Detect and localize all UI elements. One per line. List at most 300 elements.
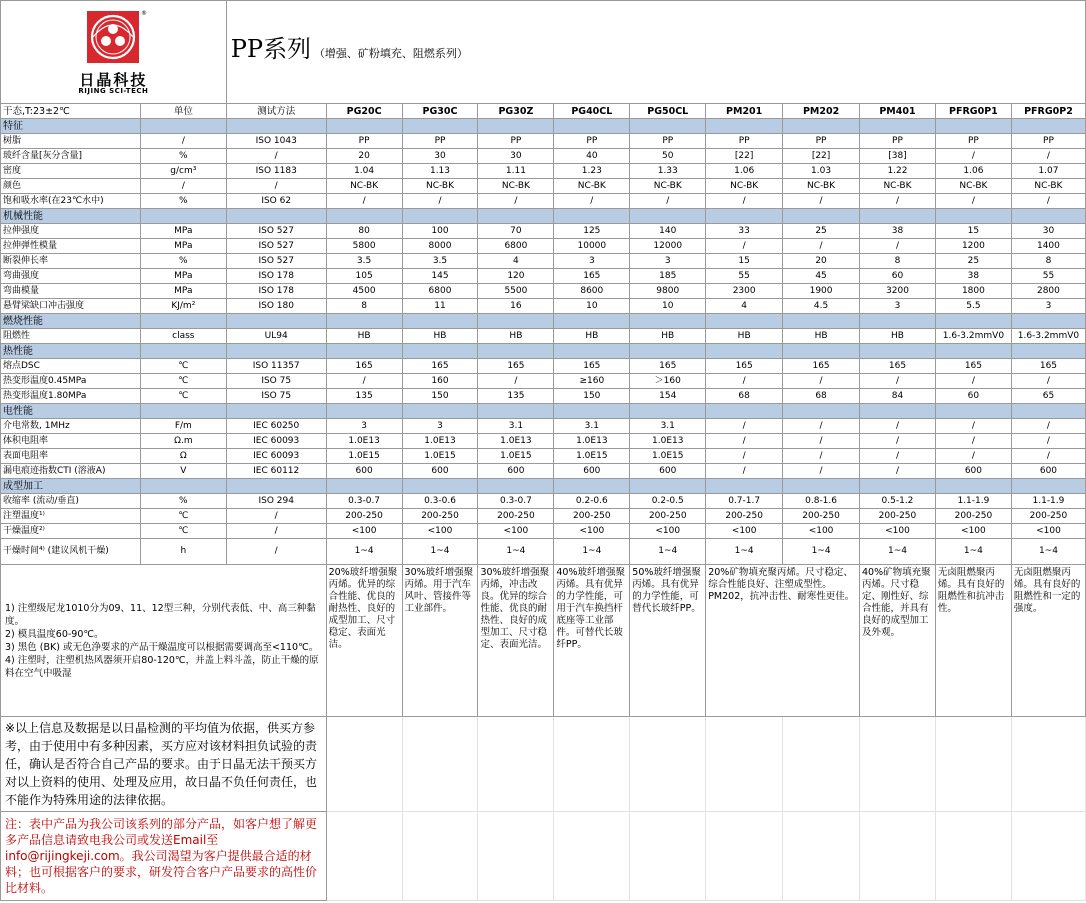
table-row [1, 539, 1086, 565]
cell-value: 200-250 [554, 509, 630, 524]
section-fill [860, 404, 936, 419]
section-fill [783, 314, 860, 329]
cell-value: ＞160 [630, 374, 706, 389]
cell-value: 1.0E13 [402, 434, 478, 449]
empty-cell [326, 812, 402, 901]
section-fill [402, 119, 478, 134]
property-name: 介电常数, 1MHz [1, 419, 141, 434]
table-row [1, 284, 1086, 299]
cell-value: 200-250 [1011, 509, 1085, 524]
cell-value: 84 [860, 389, 936, 404]
cell-value: 70 [478, 224, 554, 239]
grade-description: 无卤阻燃聚丙烯。具有良好的阻燃性和抗冲击性。 [935, 565, 1011, 717]
section-fill [935, 404, 1011, 419]
section-fill [706, 119, 783, 134]
property-name: 拉伸弹性模量 [1, 239, 141, 254]
cell-value: 200-250 [630, 509, 706, 524]
grade-description: 50%玻纤增强聚丙烯。具有优异的力学性能，可替代长玻纤PP。 [630, 565, 706, 717]
footnote: 2) 模具温度60-90℃。 [5, 628, 104, 640]
cell-value: / [706, 239, 783, 254]
empty-cell [554, 717, 630, 812]
method-value: ISO 62 [226, 194, 326, 209]
section-fill [478, 479, 554, 494]
cell-value: 45 [783, 269, 860, 284]
table-row [1, 224, 1086, 239]
section-fill [554, 209, 630, 224]
method-value: ISO 75 [226, 374, 326, 389]
table-row [1, 179, 1086, 194]
cell-value: NC-BK [326, 179, 402, 194]
cell-value: 12000 [630, 239, 706, 254]
cell-value: / [706, 434, 783, 449]
section-fill [140, 314, 226, 329]
cell-value: NC-BK [860, 179, 936, 194]
section-fill [326, 404, 402, 419]
disclaimer-text: ※以上信息及数据是以日晶检测的平均值为依据，供买方参考，由于使用中有多种因素，买方应对该材料担负试验的责任，确认是否符合自己产品的要求。由于日晶无法干预买方对以上资料的使用、处理及应用，故日晶不负任何责任，也不能作为特殊用途的法律依据。 [1, 717, 327, 812]
section-fill [326, 314, 402, 329]
cell-value: <100 [935, 524, 1011, 539]
registered-mark: ® [141, 10, 148, 17]
table-row [1, 269, 1086, 284]
cell-value: / [326, 374, 402, 389]
cell-value: 5.5 [935, 299, 1011, 314]
cell-value: 1.06 [706, 164, 783, 179]
cell-value: 1~4 [706, 539, 783, 565]
cell-value: 1.6-3.2mmV0 [935, 329, 1011, 344]
method-value: ISO 527 [226, 224, 326, 239]
cell-value: 15 [706, 254, 783, 269]
cell-value: 1~4 [554, 539, 630, 565]
unit-value: Ω [140, 449, 226, 464]
grade-description: 20%玻纤增强聚丙烯。优异的综合性能、优良的耐热性、良好的成型加工、尺寸稳定、表面光洁。 [326, 565, 402, 717]
unit-value: ℃ [140, 389, 226, 404]
contact-note-row [1, 812, 1086, 901]
condition-header: 干态,T:23±2℃ [1, 104, 141, 119]
section-fill [935, 344, 1011, 359]
cell-value: PP [706, 134, 783, 149]
section-fill [935, 119, 1011, 134]
section-fill [140, 119, 226, 134]
cell-value: 38 [860, 224, 936, 239]
cell-value: 600 [402, 464, 478, 479]
cell-value: / [860, 194, 936, 209]
unit-value: % [140, 149, 226, 164]
table-row [1, 374, 1086, 389]
method-value: IEC 60112 [226, 464, 326, 479]
empty-cell [706, 812, 783, 901]
cell-value: NC-BK [1011, 179, 1085, 194]
cell-value: 1~4 [402, 539, 478, 565]
cell-value: 5800 [326, 239, 402, 254]
unit-value: / [140, 179, 226, 194]
cell-value: / [860, 449, 936, 464]
section-header-row [1, 209, 1086, 224]
empty-cell [1011, 717, 1085, 812]
cell-value: / [935, 149, 1011, 164]
cell-value: 10000 [554, 239, 630, 254]
cell-value: 2300 [706, 284, 783, 299]
column-header-row [1, 104, 1086, 119]
cell-value: [22] [783, 149, 860, 164]
unit-value: MPa [140, 284, 226, 299]
section-fill [860, 119, 936, 134]
cell-value: 165 [478, 359, 554, 374]
cell-value: 1.22 [860, 164, 936, 179]
section-header-row [1, 314, 1086, 329]
section-title: 热性能 [1, 344, 141, 359]
empty-cell [630, 812, 706, 901]
property-name: 玻纤含量[灰分含量] [1, 149, 141, 164]
cell-value: 6800 [478, 239, 554, 254]
notes-row [1, 565, 1086, 717]
section-fill [140, 479, 226, 494]
cell-value: 165 [402, 359, 478, 374]
section-fill [478, 404, 554, 419]
section-fill [554, 344, 630, 359]
cell-value: HB [860, 329, 936, 344]
section-fill [478, 344, 554, 359]
unit-value: % [140, 494, 226, 509]
cell-value: NC-BK [935, 179, 1011, 194]
cell-value: 15 [935, 224, 1011, 239]
method-value: IEC 60250 [226, 419, 326, 434]
cell-value: 1.0E15 [630, 449, 706, 464]
cell-value: PP [783, 134, 860, 149]
cell-value: 50 [630, 149, 706, 164]
table-row [1, 419, 1086, 434]
cell-value: PP [1011, 134, 1085, 149]
cell-value: / [478, 194, 554, 209]
section-fill [326, 209, 402, 224]
cell-value: 0.7-1.7 [706, 494, 783, 509]
table-row [1, 149, 1086, 164]
section-fill [630, 119, 706, 134]
unit-value: h [140, 539, 226, 565]
cell-value: 0.3-0.7 [326, 494, 402, 509]
logo-area [1, 1, 227, 104]
section-header-row [1, 119, 1086, 134]
cell-value: 1~4 [630, 539, 706, 565]
cell-value: 135 [326, 389, 402, 404]
cell-value: / [783, 449, 860, 464]
cell-value: 165 [554, 359, 630, 374]
cell-value: 9800 [630, 284, 706, 299]
unit-value: ℃ [140, 359, 226, 374]
table-row [1, 464, 1086, 479]
cell-value: / [783, 464, 860, 479]
property-name: 漏电痕迹指数CTI (溶液A) [1, 464, 141, 479]
cell-value: 1800 [935, 284, 1011, 299]
cell-value: / [1011, 149, 1085, 164]
cell-value: 0.2-0.6 [554, 494, 630, 509]
empty-cell [860, 812, 936, 901]
cell-value: 200-250 [935, 509, 1011, 524]
footnote: 1) 注塑级尼龙1010分为09、11、12型三种，分别代表低、中、高三种黏度。 [5, 602, 316, 627]
cell-value: 1.0E13 [478, 434, 554, 449]
section-header-row [1, 344, 1086, 359]
section-fill [860, 479, 936, 494]
cell-value: 135 [478, 389, 554, 404]
unit-value: Ω.m [140, 434, 226, 449]
section-fill [783, 209, 860, 224]
table-row [1, 434, 1086, 449]
method-value: ISO 1043 [226, 134, 326, 149]
cell-value: / [783, 374, 860, 389]
cell-value: 3 [554, 254, 630, 269]
section-fill [706, 314, 783, 329]
method-value: ISO 178 [226, 269, 326, 284]
cell-value: 185 [630, 269, 706, 284]
cell-value: 0.3-0.6 [402, 494, 478, 509]
section-fill [860, 209, 936, 224]
cell-value: 165 [706, 359, 783, 374]
cell-value: / [783, 194, 860, 209]
unit-value: V [140, 464, 226, 479]
property-name: 干燥温度²⁾ [1, 524, 141, 539]
property-name: 阻燃性 [1, 329, 141, 344]
property-name: 弯曲模量 [1, 284, 141, 299]
method-value: ISO 527 [226, 239, 326, 254]
cell-value: 2800 [1011, 284, 1085, 299]
cell-value: 165 [326, 359, 402, 374]
unit-value: % [140, 254, 226, 269]
cell-value: 40 [554, 149, 630, 164]
table-row [1, 359, 1086, 374]
property-name: 颜色 [1, 179, 141, 194]
grade-header: PG30C [402, 104, 478, 119]
cell-value: / [935, 194, 1011, 209]
cell-value: / [706, 464, 783, 479]
cell-value: 154 [630, 389, 706, 404]
unit-value: class [140, 329, 226, 344]
section-fill [402, 344, 478, 359]
cell-value: 200-250 [402, 509, 478, 524]
section-fill [783, 479, 860, 494]
grade-description: 30%玻纤增强聚丙烯，冲击改良。优异的综合性能、优良的耐热性、良好的成型加工、尺寸稳定、表面光洁。 [478, 565, 554, 717]
cell-value: PP [935, 134, 1011, 149]
section-fill [226, 479, 326, 494]
grade-header: PFRG0P2 [1011, 104, 1085, 119]
cell-value: 1400 [1011, 239, 1085, 254]
method-value: IEC 60093 [226, 434, 326, 449]
section-fill [554, 119, 630, 134]
cell-value: 68 [783, 389, 860, 404]
cell-value: / [1011, 449, 1085, 464]
section-fill [226, 119, 326, 134]
cell-value: 1.23 [554, 164, 630, 179]
cell-value: / [630, 194, 706, 209]
cell-value: 20 [783, 254, 860, 269]
section-fill [402, 404, 478, 419]
grade-header: PG30Z [478, 104, 554, 119]
section-title: 机械性能 [1, 209, 141, 224]
cell-value: HB [630, 329, 706, 344]
unit-value: KJ/m² [140, 299, 226, 314]
unit-value: ℃ [140, 509, 226, 524]
cell-value: ≥160 [554, 374, 630, 389]
cell-value: 200-250 [783, 509, 860, 524]
section-fill [402, 479, 478, 494]
section-title: 燃烧性能 [1, 314, 141, 329]
cell-value: / [706, 419, 783, 434]
property-name: 熔点DSC [1, 359, 141, 374]
cell-value: / [706, 194, 783, 209]
empty-cell [326, 717, 402, 812]
empty-cell [630, 717, 706, 812]
cell-value: 1~4 [860, 539, 936, 565]
method-value: ISO 180 [226, 299, 326, 314]
cell-value: 3.5 [326, 254, 402, 269]
empty-cell [402, 812, 478, 901]
cell-value: 1.0E13 [326, 434, 402, 449]
cell-value: <100 [554, 524, 630, 539]
table-row [1, 299, 1086, 314]
cell-value: / [478, 374, 554, 389]
cell-value: NC-BK [783, 179, 860, 194]
cell-value: 165 [935, 359, 1011, 374]
cell-value: 25 [935, 254, 1011, 269]
cell-value: 1.04 [326, 164, 402, 179]
empty-cell [783, 812, 860, 901]
section-fill [326, 119, 402, 134]
section-fill [326, 344, 402, 359]
empty-cell [860, 717, 936, 812]
unit-value: g/cm³ [140, 164, 226, 179]
grade-header: PM201 [706, 104, 783, 119]
cell-value: 60 [935, 389, 1011, 404]
grade-header: PG20C [326, 104, 402, 119]
grade-description: 40%玻纤增强聚丙烯。具有优异的力学性能，可用于汽车换挡杆底座等工业部件。可替代长玻纤PP。 [554, 565, 630, 717]
cell-value: 165 [630, 359, 706, 374]
cell-value: / [935, 419, 1011, 434]
empty-cell [478, 812, 554, 901]
cell-value: 165 [554, 269, 630, 284]
cell-value: 1~4 [783, 539, 860, 565]
section-fill [478, 119, 554, 134]
cell-value: PP [630, 134, 706, 149]
cell-value: 1~4 [1011, 539, 1085, 565]
cell-value: 1.0E13 [630, 434, 706, 449]
cell-value: 1.6-3.2mmV0 [1011, 329, 1085, 344]
cell-value: 1900 [783, 284, 860, 299]
unit-value: F/m [140, 419, 226, 434]
cell-value: 5500 [478, 284, 554, 299]
method-value: ISO 527 [226, 254, 326, 269]
cell-value: 105 [326, 269, 402, 284]
cell-value: 60 [860, 269, 936, 284]
section-fill [860, 344, 936, 359]
section-fill [630, 344, 706, 359]
cell-value: 145 [402, 269, 478, 284]
grade-header: PM401 [860, 104, 936, 119]
cell-value: 200-250 [706, 509, 783, 524]
table-row [1, 329, 1086, 344]
cell-value: 33 [706, 224, 783, 239]
grade-header: PG40CL [554, 104, 630, 119]
section-fill [1011, 404, 1085, 419]
cell-value: NC-BK [706, 179, 783, 194]
empty-cell [402, 717, 478, 812]
sheet-title [226, 1, 1085, 104]
cell-value: 11 [402, 299, 478, 314]
property-name: 干燥时间⁴⁾ (建议风机干燥) [1, 539, 141, 565]
unit-value: MPa [140, 269, 226, 284]
method-value: / [226, 149, 326, 164]
cell-value: NC-BK [630, 179, 706, 194]
cell-value: / [860, 464, 936, 479]
cell-value: 8 [1011, 254, 1085, 269]
property-name: 拉伸强度 [1, 224, 141, 239]
section-fill [554, 314, 630, 329]
cell-value: 10 [554, 299, 630, 314]
cell-value: 1.0E15 [402, 449, 478, 464]
cell-value: 600 [630, 464, 706, 479]
method-value: ISO 178 [226, 284, 326, 299]
cell-value: 16 [478, 299, 554, 314]
method-value: ISO 294 [226, 494, 326, 509]
section-fill [935, 209, 1011, 224]
cell-value: 0.3-0.7 [478, 494, 554, 509]
cell-value: [22] [706, 149, 783, 164]
section-fill [402, 209, 478, 224]
cell-value: / [860, 239, 936, 254]
cell-value: <100 [478, 524, 554, 539]
cell-value: 120 [478, 269, 554, 284]
section-fill [478, 314, 554, 329]
rijing-logo-icon [81, 7, 148, 69]
cell-value: PP [554, 134, 630, 149]
cell-value: 3200 [860, 284, 936, 299]
table-row [1, 194, 1086, 209]
section-fill [630, 404, 706, 419]
cell-value: 4 [706, 299, 783, 314]
cell-value: 3.1 [630, 419, 706, 434]
cell-value: <100 [706, 524, 783, 539]
section-title: 成型加工 [1, 479, 141, 494]
property-name: 密度 [1, 164, 141, 179]
empty-cell [935, 812, 1011, 901]
cell-value: <100 [402, 524, 478, 539]
cell-value: PP [478, 134, 554, 149]
method-value: / [226, 524, 326, 539]
cell-value: PP [402, 134, 478, 149]
section-fill [706, 344, 783, 359]
grade-description: 20%矿物填充聚丙烯。尺寸稳定、综合性能良好、注塑成型性。PM202，抗冲击性、耐寒性更佳。 [706, 565, 860, 717]
cell-value: HB [478, 329, 554, 344]
cell-value: 1~4 [326, 539, 402, 565]
cell-value: 1.0E15 [554, 449, 630, 464]
table-row [1, 524, 1086, 539]
cell-value: NC-BK [402, 179, 478, 194]
section-fill [935, 479, 1011, 494]
cell-value: 1.0E15 [326, 449, 402, 464]
cell-value: 165 [860, 359, 936, 374]
grade-header: PM202 [783, 104, 860, 119]
cell-value: 165 [783, 359, 860, 374]
cell-value: / [326, 194, 402, 209]
cell-value: 38 [935, 269, 1011, 284]
unit-value: ℃ [140, 524, 226, 539]
cell-value: 1~4 [935, 539, 1011, 565]
cell-value: / [554, 194, 630, 209]
cell-value: 4.5 [783, 299, 860, 314]
cell-value: [38] [860, 149, 936, 164]
empty-cell [935, 717, 1011, 812]
property-name: 收缩率 (流动/垂直) [1, 494, 141, 509]
grade-header: PG50CL [630, 104, 706, 119]
unit-value: MPa [140, 224, 226, 239]
section-fill [140, 344, 226, 359]
